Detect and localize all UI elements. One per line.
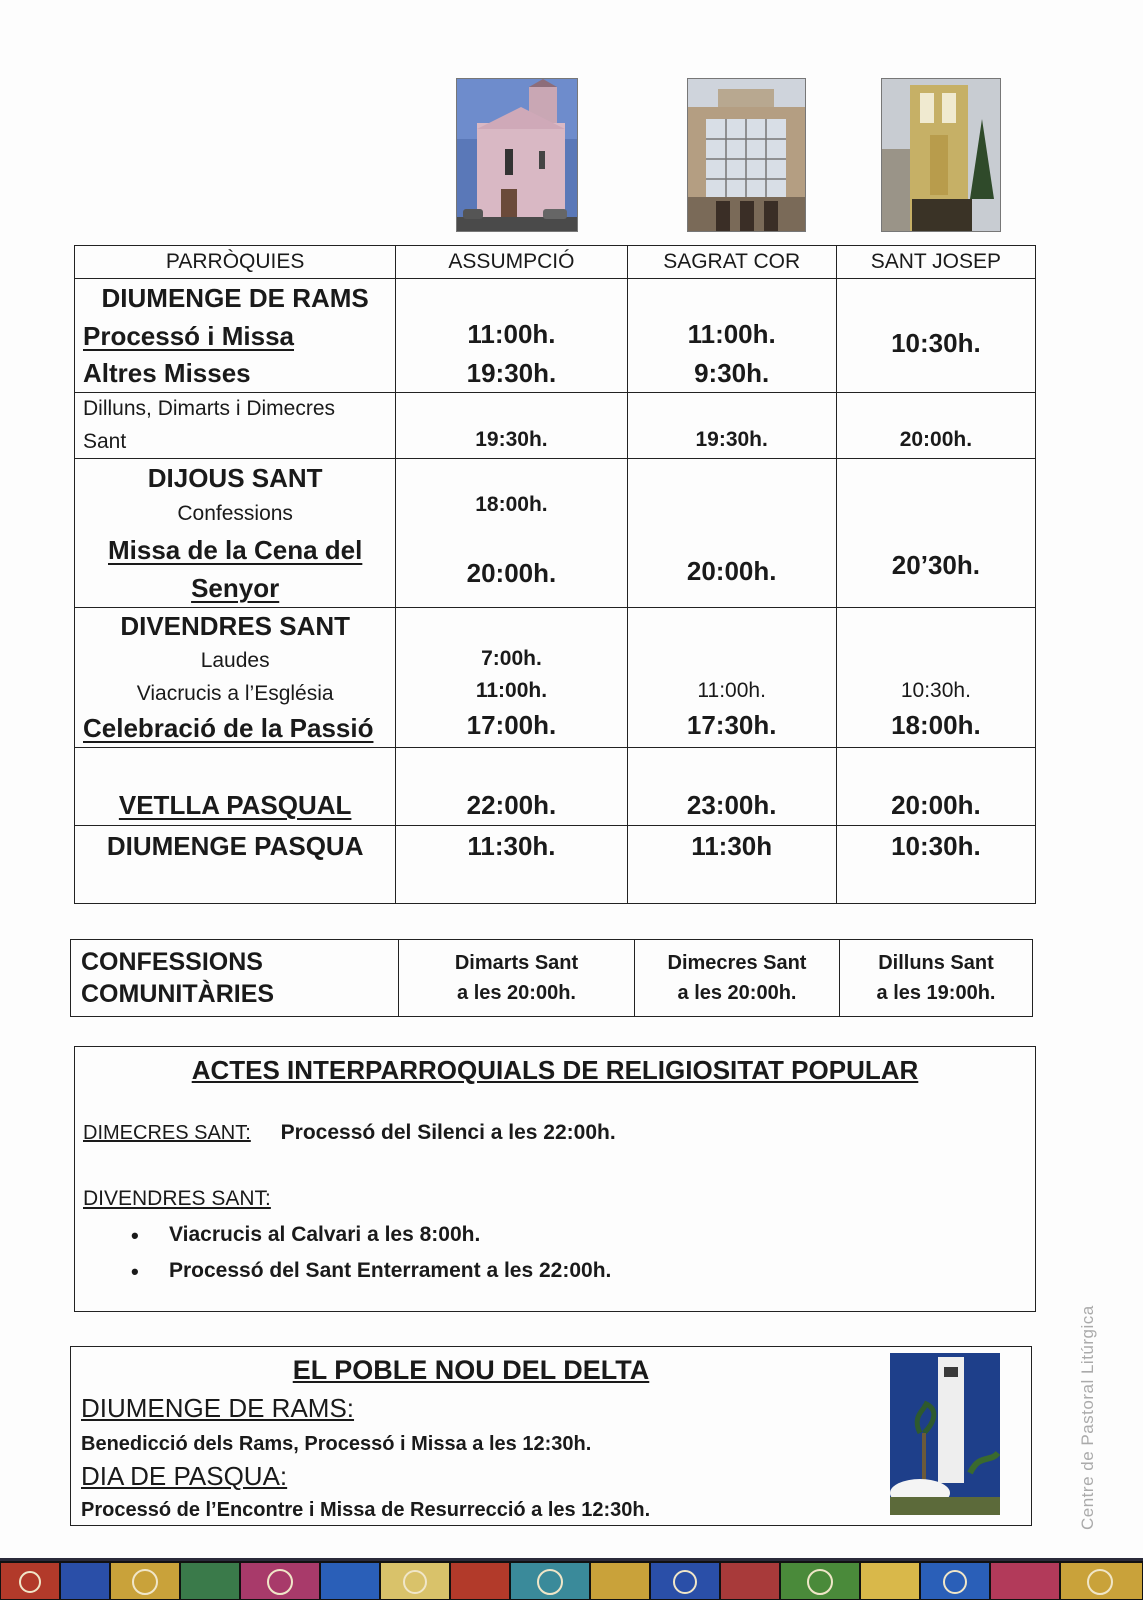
- divendres-viacrucis-sagrat-cor: 11:00h.: [697, 678, 766, 702]
- church-photo-assumpcio: [456, 78, 578, 232]
- poble-nou-rams-text: Benedicció dels Rams, Processó i Missa a les 12:30h.: [81, 1433, 592, 1455]
- actes-dimecres-label: DIMECRES SANT:: [83, 1122, 251, 1144]
- vetlla-sagrat-cor: 23:00h.: [686, 789, 777, 820]
- vetlla-sant-josep: 20:00h.: [891, 789, 981, 820]
- row-vetlla-pasqual: [75, 747, 1036, 825]
- confessions-label-2: COMUNITÀRIES: [81, 980, 275, 1008]
- actes-title: ACTES INTERPARROQUIALS DE RELIGIOSITAT POPULAR: [191, 1055, 919, 1085]
- row-diumenge-pasqua: [75, 825, 1036, 903]
- divendres-passio-sant-josep: 18:00h.: [891, 709, 981, 740]
- confessions-day-2: Dimecres Sant: [667, 952, 807, 974]
- dijous-missa-sant-josep: 20’30h.: [891, 549, 980, 580]
- divendres-title: DIVENDRES SANT: [120, 610, 351, 641]
- poble-nou-pasqua-text: Processó de l’Encontre i Missa de Resurrecció a les 12:30h.: [81, 1499, 651, 1521]
- divendres-passio-sagrat-cor: 17:30h.: [686, 709, 777, 740]
- rams-altres-assumpcio: 19:30h.: [466, 357, 557, 388]
- actes-item-2: • Processó del Sant Enterrament a les 22:00h.: [169, 1259, 611, 1283]
- row-divendres-sant: [75, 607, 1036, 747]
- actes-box: [74, 1046, 1036, 1312]
- table-header-row: [75, 246, 1036, 279]
- rams-processo-assumpcio: 11:00h.: [467, 319, 556, 350]
- poble-nou-pasqua-label: DIA DE PASQUA:: [81, 1461, 288, 1491]
- rams-processo-label: Processó i Missa: [83, 320, 294, 351]
- confessions-label-1: CONFESSIONS: [81, 948, 263, 976]
- actes-dimecres-text: Processó del Silenci a les 22:00h.: [280, 1121, 616, 1144]
- weekdays-line2: Sant: [83, 430, 127, 454]
- pasqua-sagrat-cor: 11:30h: [691, 830, 773, 861]
- schedule-table: [74, 245, 1036, 904]
- poble-nou-box: [70, 1346, 1032, 1526]
- dijous-missa-label-2: Senyor: [191, 572, 280, 603]
- col-header-parroquies: PARRÒQUIES: [75, 246, 396, 279]
- dijous-confessions-assumpcio: 18:00h.: [475, 493, 548, 517]
- church-photo-sant-josep: [881, 78, 1001, 232]
- dijous-missa-sagrat-cor: 20:00h.: [686, 555, 777, 586]
- divendres-laudes-assumpcio: 7:00h.: [481, 646, 542, 670]
- dijous-missa-assumpcio: 20:00h.: [466, 558, 557, 589]
- confessions-time-1: a les 20:00h.: [457, 982, 576, 1004]
- pasqua-title: DIUMENGE PASQUA: [106, 830, 364, 861]
- dijous-title: DIJOUS SANT: [147, 463, 323, 494]
- col-header-assumpcio: ASSUMPCIÓ: [396, 246, 627, 279]
- rams-processo-sant-josep: 10:30h.: [891, 328, 981, 359]
- actes-item-1: • Viacrucis al Calvari a les 8:00h.: [169, 1223, 480, 1247]
- rams-title: DIUMENGE DE RAMS: [101, 282, 369, 313]
- divendres-viacrucis-label: Viacrucis a l’Església: [136, 681, 334, 705]
- rams-processo-sagrat-cor: 11:00h.: [687, 319, 776, 350]
- weekdays-assumpcio: 19:30h.: [475, 428, 548, 452]
- divendres-laudes-label: Laudes: [200, 648, 270, 672]
- weekdays-sant-josep: 20:00h.: [899, 428, 973, 452]
- side-credit: Centre de Pastoral Litúrgica: [1078, 1305, 1097, 1530]
- row-weekdays: [75, 393, 1036, 459]
- rams-altres-label: Altres Misses: [83, 358, 251, 389]
- confessions-table: [70, 939, 1033, 1017]
- church-photo-sagrat-cor: [687, 78, 806, 232]
- confessions-time-3: a les 19:00h.: [876, 982, 996, 1004]
- col-header-sant-josep: SANT JOSEP: [836, 246, 1035, 279]
- stained-glass-border: [0, 1558, 1143, 1600]
- weekdays-sagrat-cor: 19:30h.: [695, 428, 768, 452]
- divendres-passio-assumpcio: 17:00h.: [466, 709, 557, 740]
- dijous-confessions-label: Confessions: [177, 502, 293, 525]
- confessions-time-2: a les 20:00h.: [677, 982, 797, 1004]
- col-header-sagrat-cor: SAGRAT COR: [627, 246, 836, 279]
- vetlla-assumpcio: 22:00h.: [466, 789, 557, 820]
- divendres-viacrucis-assumpcio: 11:00h.: [475, 678, 548, 702]
- confessions-day-1: Dimarts Sant: [454, 952, 579, 974]
- actes-divendres-label: DIVENDRES SANT:: [83, 1187, 271, 1210]
- rams-altres-sagrat-cor: 9:30h.: [694, 357, 770, 388]
- divendres-viacrucis-sant-josep: 10:30h.: [900, 678, 971, 702]
- vetlla-title: VETLLA PASQUAL: [118, 789, 352, 820]
- confessions-day-3: Dilluns Sant: [878, 952, 994, 974]
- church-photo-poble-nou: [890, 1353, 1000, 1515]
- row-dijous-sant: [75, 459, 1036, 607]
- poble-nou-rams-label: DIUMENGE DE RAMS:: [81, 1393, 355, 1423]
- divendres-passio-label: Celebració de la Passió: [83, 713, 374, 744]
- dijous-missa-label-1: Missa de la Cena del: [108, 534, 363, 565]
- pasqua-assumpcio: 11:30h.: [467, 830, 556, 861]
- pasqua-sant-josep: 10:30h.: [891, 830, 981, 861]
- weekdays-line1: Dilluns, Dimarts i Dimecres: [83, 397, 336, 421]
- row-diumenge-rams: [75, 279, 1036, 393]
- poble-nou-title: EL POBLE NOU DEL DELTA: [292, 1355, 650, 1385]
